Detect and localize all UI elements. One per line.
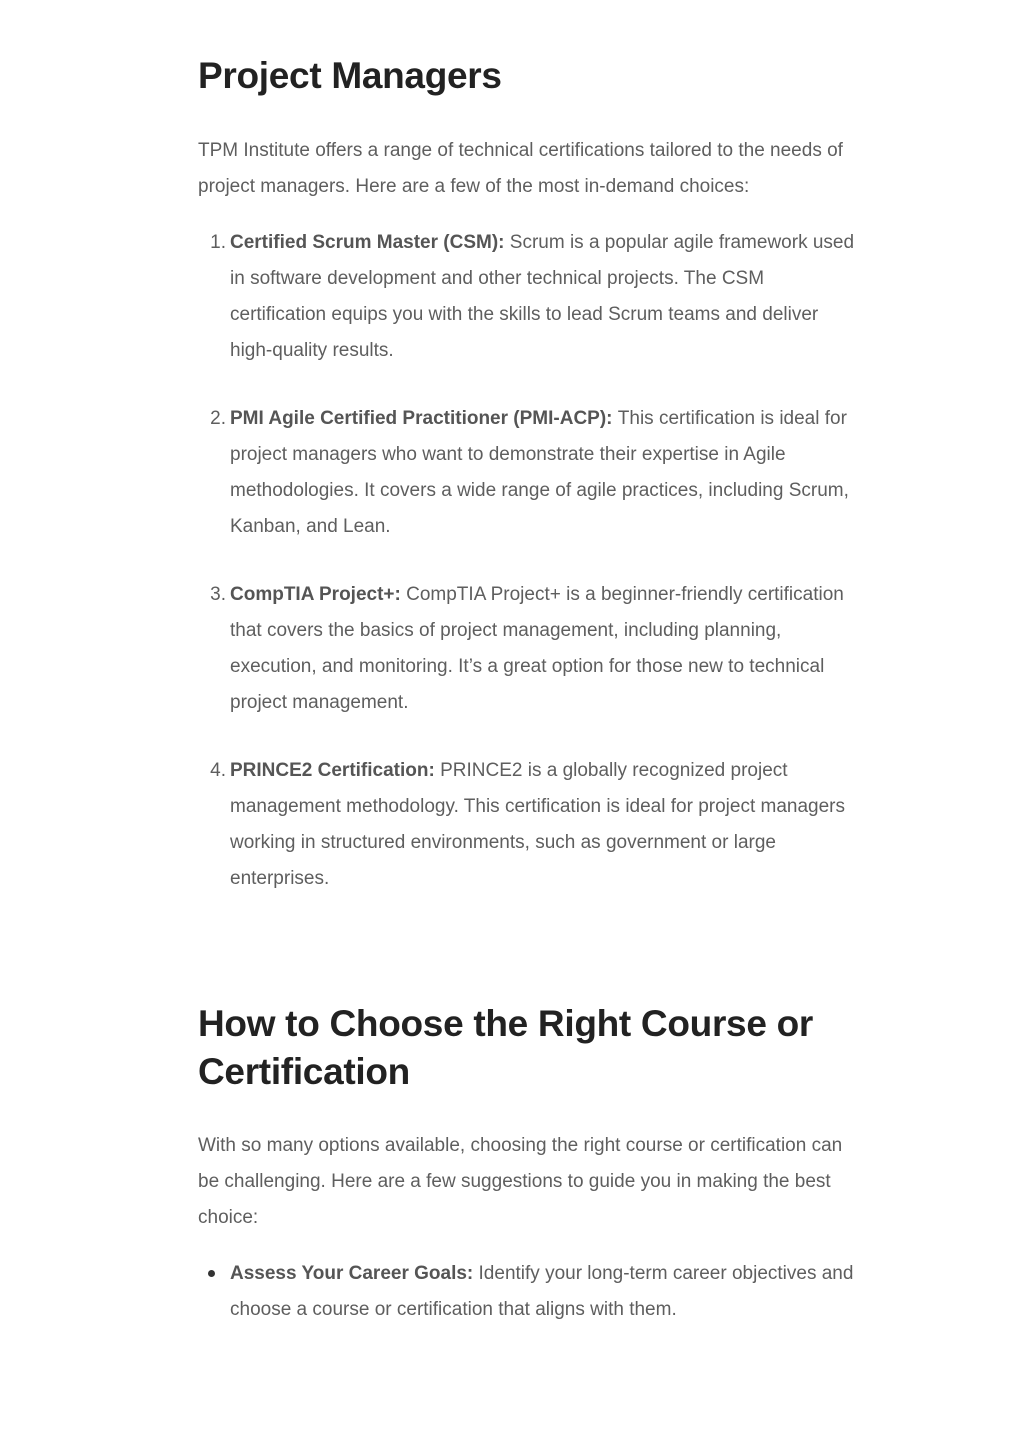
certification-list: [198, 225, 858, 929]
list-item-title: CompTIA Project+:: [230, 584, 407, 605]
suggestion-list: [198, 1256, 858, 1328]
list-item-title: PMI Agile Certified Practitioner (PMI-ACP):: [230, 408, 618, 429]
list-item: [198, 225, 858, 369]
list-item-text: PRINCE2 is a globally recognized project management methodology. This certification is ideal for project managers working in structured environments, such as government or large enterprises.: [230, 760, 845, 889]
list-number: 2.: [210, 408, 226, 429]
list-item: [198, 1256, 858, 1328]
list-number: 4.: [210, 760, 226, 781]
section-heading-choose-course: How to Choose the Right Course or Certification: [198, 1003, 813, 1092]
bullet-icon: [208, 1270, 215, 1277]
list-item: [198, 753, 858, 897]
list-item: [198, 401, 858, 545]
list-number: 1.: [210, 232, 226, 253]
list-item-text: CompTIA Project+ is a beginner-friendly certification that covers the basics of project management, including planning, execution, and monitoring. It’s a great option for those new to technical project management.: [230, 584, 844, 713]
list-item-text: Identify your long-term career objectives and choose a course or certification that aligns with them.: [230, 1263, 854, 1320]
section-heading-project-managers: Project Managers: [198, 55, 502, 96]
list-item-text: Scrum is a popular agile framework used in software development and other technical projects. The CSM certification equips you with the skills to lead Scrum teams and deliver high-quality results.: [230, 232, 855, 361]
list-item-text: This certification is ideal for project managers who want to demonstrate their expertise in Agile methodologies. It covers a wide range of agile practices, including Scrum, Kanban, and Lean.: [230, 408, 849, 537]
list-item: [198, 577, 858, 721]
list-item-title: Certified Scrum Master (CSM):: [230, 232, 510, 253]
section-intro-paragraph: TPM Institute offers a range of technical certifications tailored to the needs of project managers. Here are a few of the most in-demand choices:: [198, 140, 843, 197]
list-item-title: PRINCE2 Certification:: [230, 760, 441, 781]
section-intro-paragraph: With so many options available, choosing the right course or certification can be challenging. Here are a few suggestions to guide you in making the best choice:: [198, 1135, 843, 1228]
list-number: 3.: [210, 584, 226, 605]
list-item-title: Assess Your Career Goals:: [230, 1263, 479, 1284]
